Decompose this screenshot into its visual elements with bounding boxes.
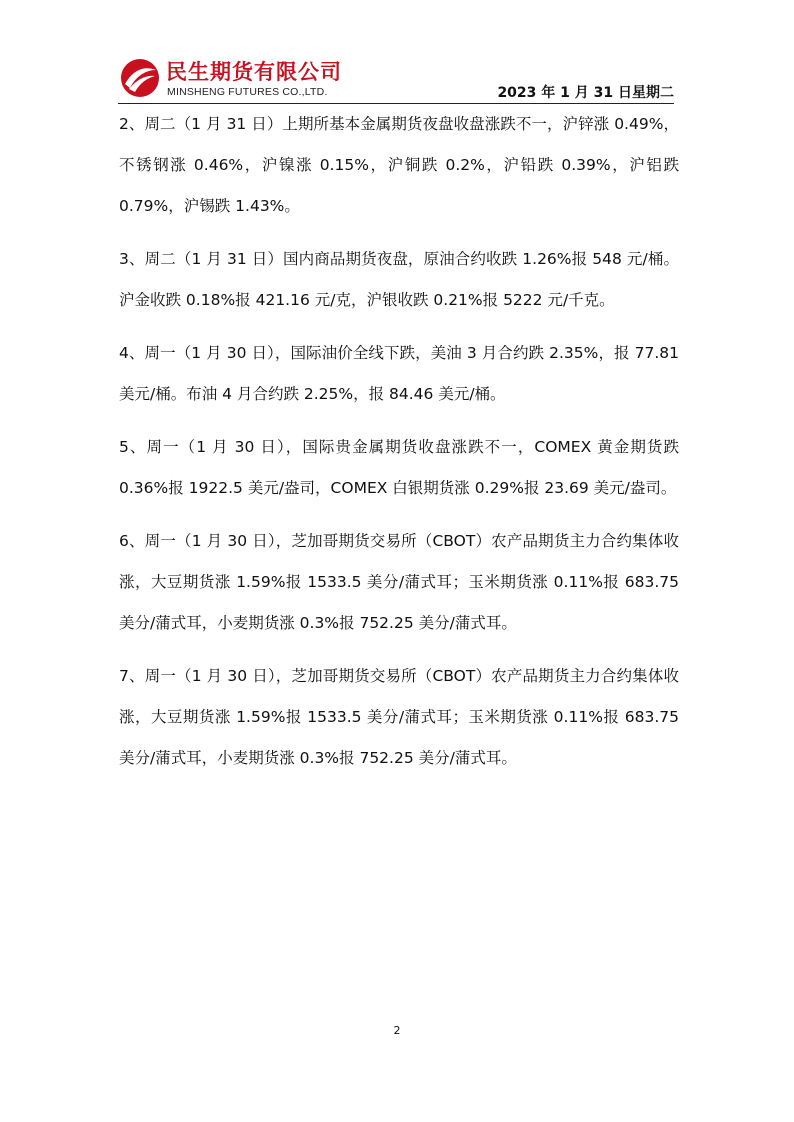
news-item-7: 7、周一（1 月 30 日），芝加哥期货交易所（CBOT）农产品期货主力合约集体收涨，大豆期货涨 1.59%报 1533.5 美分/蒲式耳；玉米期货涨 0.11%报 683.75 美分/蒲式耳，小麦期货涨 0.3%报 752.25 美分/蒲式耳。 [119, 667, 679, 767]
report-date: 2023 年 1 月 31 日星期二 [497, 85, 674, 101]
company-logo [120, 56, 370, 100]
news-item-5: 5、周一（1 月 30 日），国际贵金属期货收盘涨跌不一，COMEX 黄金期货跌 0.36%报 1922.5 美元/盎司，COMEX 白银期货涨 0.29%报 23.69 美元/盎司。 [119, 438, 679, 497]
brand-name-en: MINSHENG FUTURES CO.,LTD. [167, 86, 328, 98]
document-body [119, 104, 679, 791]
news-item-6: 6、周一（1 月 30 日），芝加哥期货交易所（CBOT）农产品期货主力合约集体收涨，大豆期货涨 1.59%报 1533.5 美分/蒲式耳；玉米期货涨 0.11%报 683.75 美分/蒲式耳，小麦期货涨 0.3%报 752.25 美分/蒲式耳。 [119, 532, 679, 632]
page-header [118, 52, 674, 104]
news-item-2: 2、周二（1 月 31 日）上期所基本金属期货夜盘收盘涨跌不一，沪锌涨 0.49%，不锈钢涨 0.46%，沪镍涨 0.15%，沪铜跌 0.2%，沪铅跌 0.39%，沪铝跌 0.79%，沪锡跌 1.43%。 [119, 115, 679, 215]
news-item-4: 4、周一（1 月 30 日），国际油价全线下跌，美油 3 月合约跌 2.35%，报 77.81 美元/桶。布油 4 月合约跌 2.25%，报 84.46 美元/桶。 [119, 344, 679, 403]
minsheng-swoosh-logo-icon [120, 58, 160, 98]
news-item-3: 3、周二（1 月 31 日）国内商品期货夜盘，原油合约收跌 1.26%报 548 元/桶。沪金收跌 0.18%报 421.16 元/克，沪银收跌 0.21%报 5222 元/千克。 [119, 250, 679, 309]
brand-name-cn: 民生期货有限公司 [166, 60, 342, 84]
page-number: 2 [393, 1024, 401, 1037]
